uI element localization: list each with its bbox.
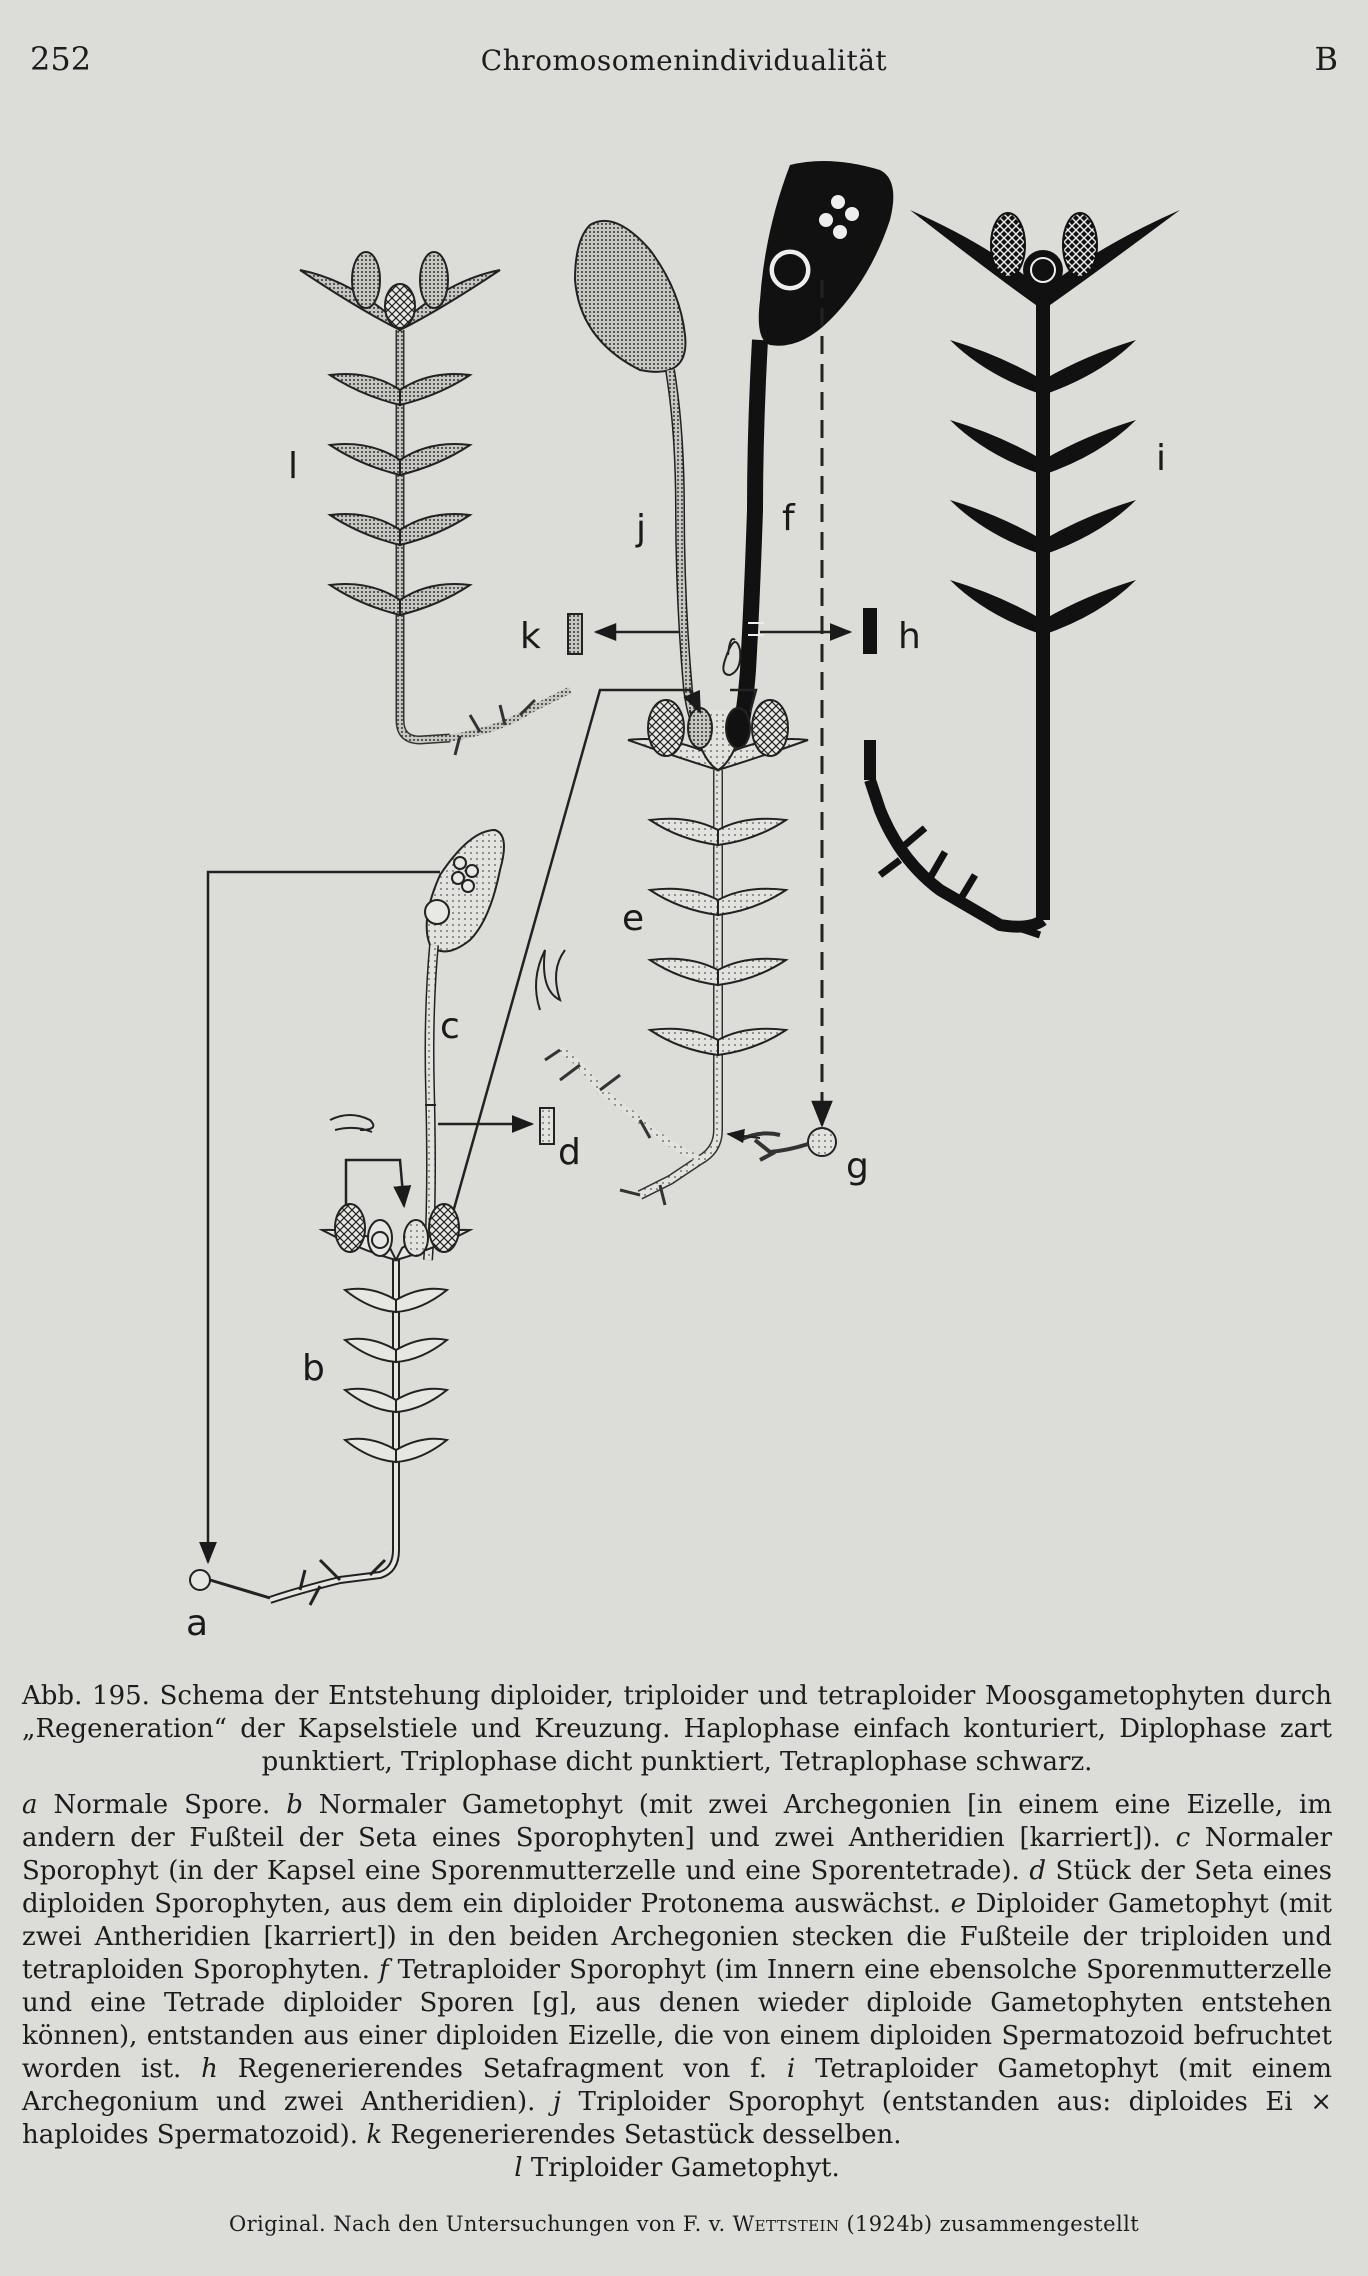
label-j: j <box>636 508 647 549</box>
legend-key-h: h <box>201 2054 218 2084</box>
legend-key-b: b <box>286 1790 303 1820</box>
caption-title <box>22 1680 1332 1779</box>
source-text: Nach den Untersuchungen von F. v. <box>333 2212 726 2236</box>
page-number: 252 <box>30 40 92 78</box>
gametophyte-b <box>270 1204 470 1605</box>
gametophyte-e <box>545 700 808 1205</box>
spermatozoid-e <box>723 639 740 675</box>
legend-key-j: j <box>552 2087 561 2117</box>
label-a: a <box>186 1603 209 1644</box>
spore-a <box>190 1570 210 1590</box>
legend-key-a: a <box>22 1790 38 1820</box>
gametophyte-i <box>870 210 1180 935</box>
legend-text-a: Normale Spore. <box>53 1790 271 1820</box>
gametophyte-l <box>300 252 570 755</box>
source-prefix: Original. <box>228 2212 327 2236</box>
legend <box>22 1789 1332 2152</box>
label-g: g <box>846 1146 869 1187</box>
legend-key-k: k <box>366 2120 383 2150</box>
spermatozoid-b <box>330 1115 373 1132</box>
label-d: d <box>558 1132 581 1173</box>
sporophyte-c <box>425 830 504 1260</box>
caption-title-text: Schema der Entstehung diploider, triploider und tetraploider Moosgametophyten durch „Regeneration“ der Kapselstiele und Kreuzung. Haplophase einfach konturiert, Diplophase zart punktiert, Triplophase dicht punktiert, Tetraplophase schwarz. <box>22 1681 1332 1777</box>
sporophyte-j <box>575 221 700 730</box>
label-h: h <box>898 616 921 657</box>
figure-number: Abb. 195. <box>22 1681 150 1711</box>
legend-key-d: d <box>1029 1856 1046 1886</box>
legend-key-f: f <box>379 1955 389 1985</box>
label-e: e <box>622 898 645 939</box>
spermatozoid-flagella-d <box>536 950 565 1010</box>
figure-caption <box>22 1680 1332 2185</box>
seta-fragment-h <box>863 608 877 654</box>
source-credit <box>0 2212 1368 2236</box>
label-c: c <box>440 1006 460 1047</box>
legend-text-l: Triploider Gametophyt. <box>530 2153 840 2183</box>
legend-key-c: c <box>1175 1823 1191 1853</box>
label-i: i <box>1156 438 1167 479</box>
legend-text-b: Normaler Gametophyt (mit zwei Archegonien [in einem eine Eizelle, im andern der Fußteil der Seta eines Sporophyten] und zwei Antheridien [karriert]). <box>22 1790 1333 1853</box>
section-letter: B <box>1314 40 1338 78</box>
legend-key-l: l <box>514 2153 523 2183</box>
legend-text-e: Diploider Gametophyt (mit zwei Antheridien [karriert]) in den beiden Archegonien stecken die Fußteile der triploiden und tetraploiden Sporophyten. <box>22 1889 1332 1985</box>
legend-text-i: Tetraploider Gametophyt (mit einem Archegonium und zwei Antheridien). <box>22 2054 1333 2117</box>
label-l: l <box>288 446 299 487</box>
source-suffix: (1924b) zusammengestellt <box>846 2212 1140 2236</box>
label-k: k <box>520 616 541 657</box>
legend-last-line <box>22 2152 1332 2185</box>
connector-b-top <box>346 1160 404 1206</box>
legend-text-d: Stück der Seta eines diploiden Sporophyten, aus dem ein diploider Protonema auswächst. <box>22 1856 1332 1919</box>
legend-key-e: e <box>950 1889 967 1919</box>
legend-key-i: i <box>786 2054 796 2084</box>
seta-fragment-k <box>568 614 582 654</box>
legend-text-k: Regenerierendes Setastück desselben. <box>390 2120 902 2150</box>
page-header <box>30 40 1338 90</box>
moss-ploidy-figure <box>0 130 1368 1650</box>
label-f: f <box>782 498 795 539</box>
source-author: Wettstein <box>732 2212 840 2236</box>
legend-text-f: Tetraploider Sporophyt (im Innern eine ebensolche Sporenmutterzelle und eine Tetrade diploider Sporen [g], aus denen wieder diploide Gametophyten entstehen können), entstanden aus einer diploiden Eizelle, die von einem diploiden Spermatozoid befruchtet worden ist. <box>22 1955 1332 2084</box>
legend-text-c: Normaler Sporophyt (in der Kapsel eine Sporenmutterzelle und eine Sporentetrade). <box>22 1823 1333 1886</box>
seta-fragment-d <box>540 1108 554 1144</box>
protonema-a <box>210 1580 270 1598</box>
running-title: Chromosomenindividualität <box>480 44 888 77</box>
legend-text-j: Triploider Sporophyt (entstanden aus: diploides Ei × haploides Spermatozoid). <box>22 2087 1333 2150</box>
label-b: b <box>302 1348 325 1389</box>
legend-text-h: Regenerierendes Setafragment von f. <box>237 2054 768 2084</box>
